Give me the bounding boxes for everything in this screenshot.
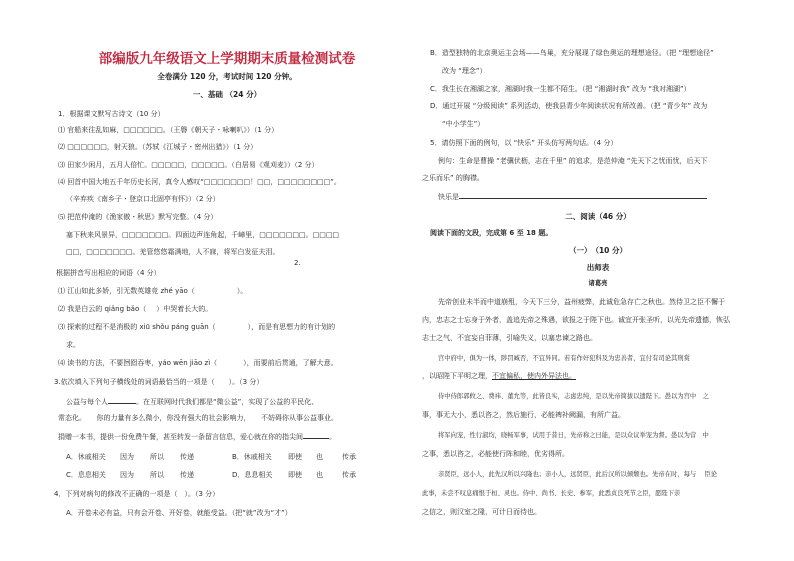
q3-optD-1[interactable]: D．息息相关: [232, 471, 273, 479]
q2-item3: [58, 322, 335, 332]
q1-item4-source: （辛弃疾《南乡子・登京口北固亭有怀》）（2 分）: [66, 195, 220, 203]
q3-optD-4: 传承: [342, 471, 356, 479]
section2-header: 二、阅读（46 分）: [565, 212, 631, 221]
q2-item2-blank[interactable]: [146, 304, 156, 311]
q5-example-line1: 例句：生命是曹操 “老骥伏枥，志在千里” 的追求，是范仲淹 “先天下之忧而忧，后天下: [438, 157, 708, 165]
q2-item4-end: ），而要前后贯通，了解大意。: [243, 359, 338, 367]
q1-item3: ⑶ 田家少闲月，五月人倍忙。□□□□□，□□□□□。（白居易《观刈麦》）（2 分）: [58, 161, 319, 169]
q3-blank1[interactable]: [108, 396, 136, 404]
q3-para2: 常态化。 你的力量有多么微小，你没有强大的社会影响力， 不妨碍你从事公益事业。: [58, 414, 338, 422]
q3-para1: [66, 396, 318, 407]
q2-item2-end: ）中哭着长大的。: [156, 305, 213, 313]
q2-item3-cont: 求。: [66, 341, 80, 349]
q4-optD-line1[interactable]: D．通过开展 “分级阅读” 系列活动，使我县青少年阅读状况有所改善。（把 “青少年” 改为: [430, 102, 708, 110]
q3-optA-4: 传递: [180, 453, 194, 461]
q1-item4: ⑷ 回首中国大地五千年历史长河，真令人感叹“□□□□□□□！□□，□□□□□□□□”。: [58, 178, 341, 186]
q4-optB-line2: 改为 “理念”）: [442, 67, 487, 75]
q3-optB-1[interactable]: B．休戚相关: [232, 453, 272, 461]
passage-line4: 宫中府中，俱为一体，陟罚臧否，不宜异同。若有作奸犯科及为忠善者，宜付有司论其刑赏: [438, 355, 690, 362]
q4-optB-line1[interactable]: B．造型独特的北京奥运主会场——鸟巢，充分展现了绿色奥运的理想途径。（把 “理想途径”: [430, 49, 714, 57]
q3-optC-3: 所以: [150, 471, 164, 479]
q5-example-line2: 之乐而乐” 的胸襟。: [422, 174, 484, 182]
q2-item2-text: ⑵ 我是白云的 qiǎng bǎo（: [58, 305, 147, 313]
q2-item4: [58, 358, 338, 368]
q3-optC-4: 传递: [180, 471, 194, 479]
q2-item1: [58, 286, 247, 296]
passage-underlined-phrase: 不宜偏私，使内外异法也。: [492, 372, 576, 380]
q1-item5-line1: 塞下秋来风景异，□□□□□□□。四面边声连角起，千嶂里，□□□□□□□。□□□□: [66, 231, 340, 239]
passage-line8: 将军向宠，性行淑均，晓畅军事，试用于昔日，先帝称之曰能，是以众议举宠为督。愚以为营 中: [438, 432, 709, 439]
passage-title: 出师表: [586, 263, 610, 272]
passage-line3: 志士之气，不宜妄自菲薄，引喻失义，以塞忠谏之路也。: [422, 334, 597, 342]
q3-optB-4: 传承: [342, 453, 356, 461]
q2-item1-blank[interactable]: [195, 286, 237, 293]
q5-answer-blank[interactable]: [459, 191, 707, 199]
q3-para3-b: 。: [329, 433, 336, 441]
q2-item3-end: ），而是有思想力的有计划的: [247, 323, 336, 331]
q1-item5: ⑸ 把范仲淹的《渔家傲・秋思》默写完整。（4 分）: [58, 213, 218, 221]
q4-stem: 4．下列对病句的修改不正确的一项是（ ）。（3 分）: [54, 490, 220, 498]
q2-item2: [58, 304, 212, 314]
q2-item4-blank[interactable]: [217, 358, 243, 365]
q3-optD-2: 即使: [288, 471, 302, 479]
q2-item1-text: ⑴ 江山如此多娇，引无数英雄竞 zhé yāo（: [58, 287, 195, 295]
passage-line5: [422, 371, 576, 381]
q3-optA-1[interactable]: A．休戚相关: [66, 453, 106, 461]
score-info: 全卷满分 120 分，考试时间 120 分钟。: [157, 72, 297, 81]
q3-para3: [58, 431, 336, 442]
q3-blank4[interactable]: [303, 431, 329, 439]
q5-answer-line: [438, 191, 707, 202]
q2-stem: 根据拼音写出相应的词语（4 分）: [56, 269, 161, 277]
q1-stem: 1．根据课文默写古诗文（10 分）: [58, 110, 165, 118]
passage-line6: 侍中侍郎郭攸之、费祎、董允等，此皆良实，志虑忠纯，是以先帝简拔以遗陛下。愚以为宫中 之: [438, 393, 709, 400]
q3-para3-a: 捐赠一本书，提供一份免费午餐，甚至转发一条留言信息，爱心就在你的指尖间: [58, 433, 303, 441]
passage-line1: 先帝创业未半而中道崩殂，今天下三分，益州疲弊，此诚危急存亡之秋也。然侍卫之臣不懈于: [438, 298, 725, 306]
q3-optB-2: 即使: [288, 453, 302, 461]
section1-header: 一、基础 （24 分）: [192, 90, 262, 99]
passage-line10: 亲贤臣，远小人，此先汉所以兴隆也；亲小人，远贤臣，此后汉所以倾颓也。先帝在时，每与 臣论: [438, 471, 718, 478]
q2-item3-blank[interactable]: [216, 322, 248, 329]
q4-optD-line2: “中小学生”）: [442, 120, 485, 128]
exam-title: 部编版九年级语文上学期期末质量检测试卷: [98, 51, 356, 67]
passage-line12: 之信之，则汉室之隆，可计日而待也。: [422, 508, 541, 516]
passage-line7: 事，事无大小，悉以咨之，然后施行，必能裨补阙漏，有所广益。: [422, 411, 625, 419]
q2-number: 2.: [294, 259, 301, 267]
reading-intro: 阅读下面的文段，完成第 6 至 18 题。: [430, 229, 553, 237]
q1-item5-line2: □□，□□□□□□□。羌管悠悠霜满地，人不寐，将军白发征夫泪。: [66, 248, 280, 256]
q1-item1: ⑴ 官船来往乱如麻，□□□□□□。（王磐《朝天子・咏喇叭》）（1 分）: [58, 126, 279, 134]
q4-optA[interactable]: A．开卷未必有益，只有会开卷、开好卷，就能受益。（把“就”改为“才”）: [66, 509, 292, 517]
passage-line11: 此事，未尝不叹息痛恨于桓、灵也。侍中、尚书、长史、参军，此悉贞良死节之臣，愿陛下亲: [422, 490, 681, 497]
q3-optB-3: 也: [316, 453, 323, 461]
passage-author: 诸葛亮: [588, 280, 608, 287]
q3-optC-2: 因为: [120, 471, 134, 479]
q5-stem: 5．请仿照下面的例句，以 “快乐” 开头仿写两句话。（4 分）: [430, 139, 618, 147]
q3-optC-1[interactable]: C．息息相关: [66, 471, 106, 479]
q3-para1-b: 。在互联网时代我们都是“微公益”，实现了公益的平民化、: [136, 398, 319, 406]
q3-optD-3: 也: [316, 471, 323, 479]
q1-item2: ⑵ □□□□□□，射天狼。（苏轼《江城子・密州出猎》）（1 分）: [58, 143, 258, 151]
q4-optC[interactable]: C．我生长在湘湖之家，湘湖时我一生都不陌生。（把 “湘湖时我” 改为 “我对湘湖”）: [430, 85, 691, 93]
passage-line5-a: ，以昭陛下平明之理，: [422, 372, 492, 380]
part1-header: （一） （10 分）: [568, 246, 628, 255]
q2-item1-end: ）。: [236, 287, 248, 295]
passage-line9: 之事，悉以咨之，必能使行阵和睦，优劣得所。: [422, 450, 569, 458]
q3-stem: 3.依次填入下列句子横线处的词语最恰当的一项是（ ）。（3 分）: [54, 378, 264, 386]
q5-answer-prefix: 快乐是: [438, 193, 459, 201]
q3-para1-a: 公益与每个人: [66, 398, 108, 406]
passage-line2: 内，忠志之士忘身于外者，盖追先帝之殊遇，欲报之于陛下也。诚宜开张圣听，以光先帝遗德，恢弘: [422, 316, 730, 324]
q3-optA-2: 因为: [120, 453, 134, 461]
q2-item3-text: ⑶ 探索的过程不是消极的 xiū shǒu páng guān（: [58, 323, 216, 331]
q2-item4-text: ⑷ 读书的方法，不要囫囵吞枣，yáo wēn jiāo zì（: [58, 359, 218, 367]
q3-optA-3: 所以: [150, 453, 164, 461]
